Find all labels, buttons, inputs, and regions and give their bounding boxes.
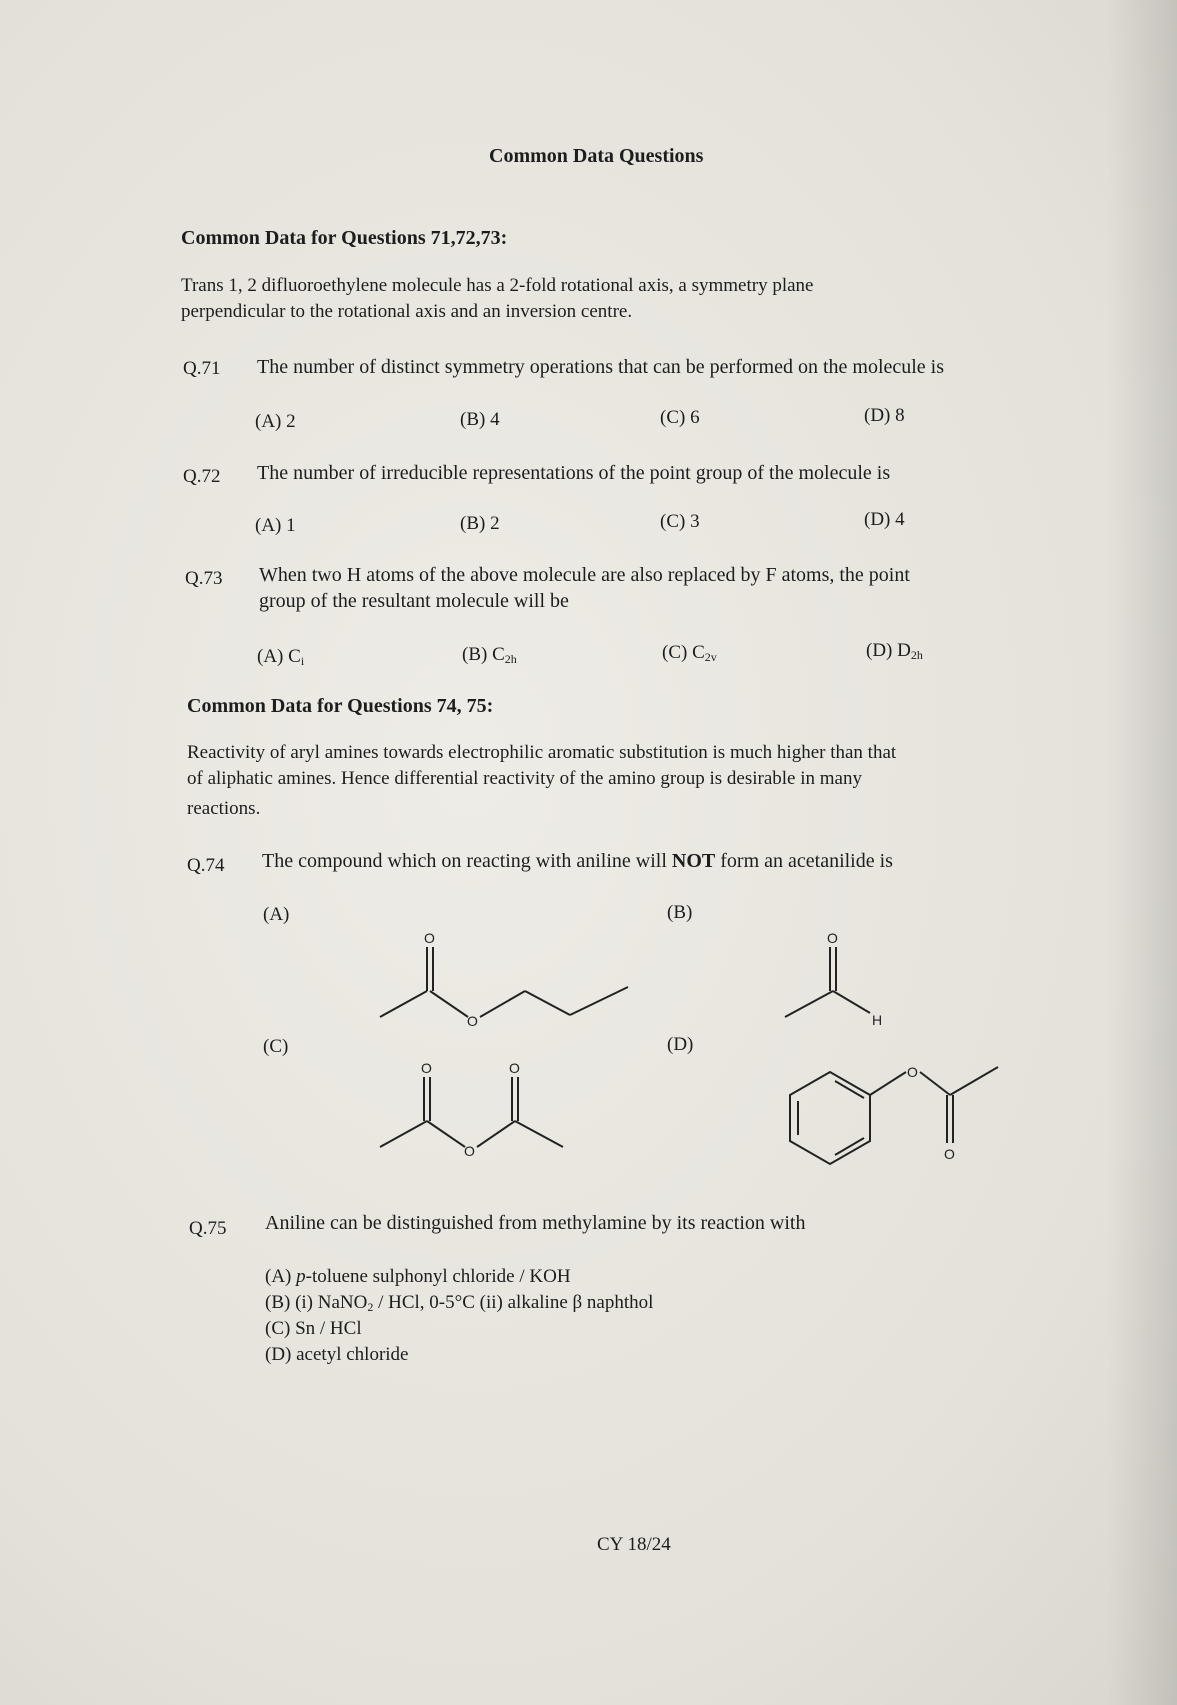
question-text: The number of distinct symmetry operations that can be performed on the molecule is (257, 356, 945, 378)
option-d[interactable]: (D) 4 (864, 509, 905, 530)
question-text: The compound which on reacting with aniline will NOT form an acetanilide is (262, 850, 893, 872)
bond (430, 991, 468, 1017)
question-number: Q.71 (183, 358, 221, 379)
option-a[interactable]: (A) $C_i$ (257, 646, 305, 668)
bond (920, 1072, 950, 1095)
question-text: The number of irreducible representations of the point group of the molecule is (257, 462, 891, 484)
page-edge-shadow (1107, 0, 1177, 1705)
bond (477, 1121, 515, 1147)
option-d[interactable]: (D) (667, 1034, 694, 1055)
bond (380, 991, 427, 1017)
option-d[interactable]: (D) 8 (864, 405, 905, 426)
option-d[interactable]: (D) acetyl chloride (265, 1344, 409, 1365)
section-heading-74-75: Common Data for Questions 74, 75: (187, 695, 494, 717)
bond (570, 987, 628, 1015)
question-text: When two H atoms of the above molecule are also replaced by F atoms, the point (259, 564, 910, 586)
option-a[interactable]: (A) 2 (255, 411, 296, 432)
benzene-ring (790, 1072, 870, 1164)
atom-oxygen: O (509, 1060, 520, 1076)
question-number: Q.73 (185, 568, 223, 589)
atom-oxygen: O (944, 1146, 955, 1162)
bond (525, 991, 570, 1015)
bond (515, 1121, 563, 1147)
bond (785, 991, 833, 1017)
bond (870, 1072, 906, 1095)
option-c[interactable]: (C) 3 (660, 511, 700, 532)
section-heading-71-73: Common Data for Questions 71,72,73: (181, 227, 508, 249)
bond (950, 1067, 998, 1095)
bond (833, 991, 870, 1013)
section-intro-line: of aliphatic amines. Hence differential reactivity of the amino group is desirable in many (187, 768, 862, 789)
atom-oxygen: O (421, 1060, 432, 1076)
atom-oxygen: O (464, 1143, 475, 1159)
option-b[interactable]: (B) (i) NaNO$_2$ / HCl, 0-5°C (ii) alkaline β naphthol (265, 1292, 654, 1314)
option-b[interactable]: (B) 4 (460, 409, 500, 430)
option-a[interactable]: (A) 1 (255, 515, 296, 536)
section-intro-line: reactions. (187, 798, 261, 819)
option-b[interactable]: (B) 2 (460, 513, 500, 534)
section-intro-line: Reactivity of aryl amines towards electrophilic aromatic substitution is much higher than that (187, 742, 897, 763)
option-c[interactable]: (C) $C_{2v}$ (662, 642, 717, 664)
section-intro-line: Trans 1, 2 difluoroethylene molecule has a 2-fold rotational axis, a symmetry plane (181, 275, 814, 296)
section-intro-line: perpendicular to the rotational axis and an inversion centre. (181, 301, 633, 322)
option-b[interactable]: (B) $C_{2h}$ (462, 644, 517, 666)
option-c[interactable]: (C) Sn / HCl (265, 1318, 362, 1339)
page-title: Common Data Questions (489, 145, 704, 167)
structure-a-ester (370, 925, 640, 1035)
atom-hydrogen: H (872, 1012, 883, 1028)
page-number: CY 18/24 (597, 1534, 671, 1555)
atom-oxygen: O (827, 930, 838, 946)
question-number: Q.75 (189, 1218, 227, 1239)
bond (427, 1121, 465, 1147)
question-text: Aniline can be distinguished from methylamine by its reaction with (265, 1212, 806, 1234)
structure-c-anhydride (375, 1055, 595, 1165)
bond (480, 991, 525, 1017)
bond (380, 1121, 427, 1147)
question-number: Q.74 (187, 855, 225, 876)
option-d[interactable]: (D) $D_{2h}$ (866, 640, 923, 662)
option-a[interactable]: (A) p-toluene sulphonyl chloride / KOH (265, 1266, 571, 1287)
option-b[interactable]: (B) (667, 902, 693, 923)
option-c[interactable]: (C) (263, 1036, 289, 1057)
structure-d-phenyl-acetate (780, 1045, 1040, 1185)
atom-oxygen: O (907, 1064, 918, 1080)
option-c[interactable]: (C) 6 (660, 407, 700, 428)
question-text: group of the resultant molecule will be (259, 590, 569, 612)
atom-oxygen: O (424, 930, 435, 946)
atom-oxygen: O (467, 1013, 478, 1029)
question-number: Q.72 (183, 466, 221, 487)
option-a[interactable]: (A) (263, 904, 290, 925)
structure-b-aldehyde (780, 925, 900, 1035)
